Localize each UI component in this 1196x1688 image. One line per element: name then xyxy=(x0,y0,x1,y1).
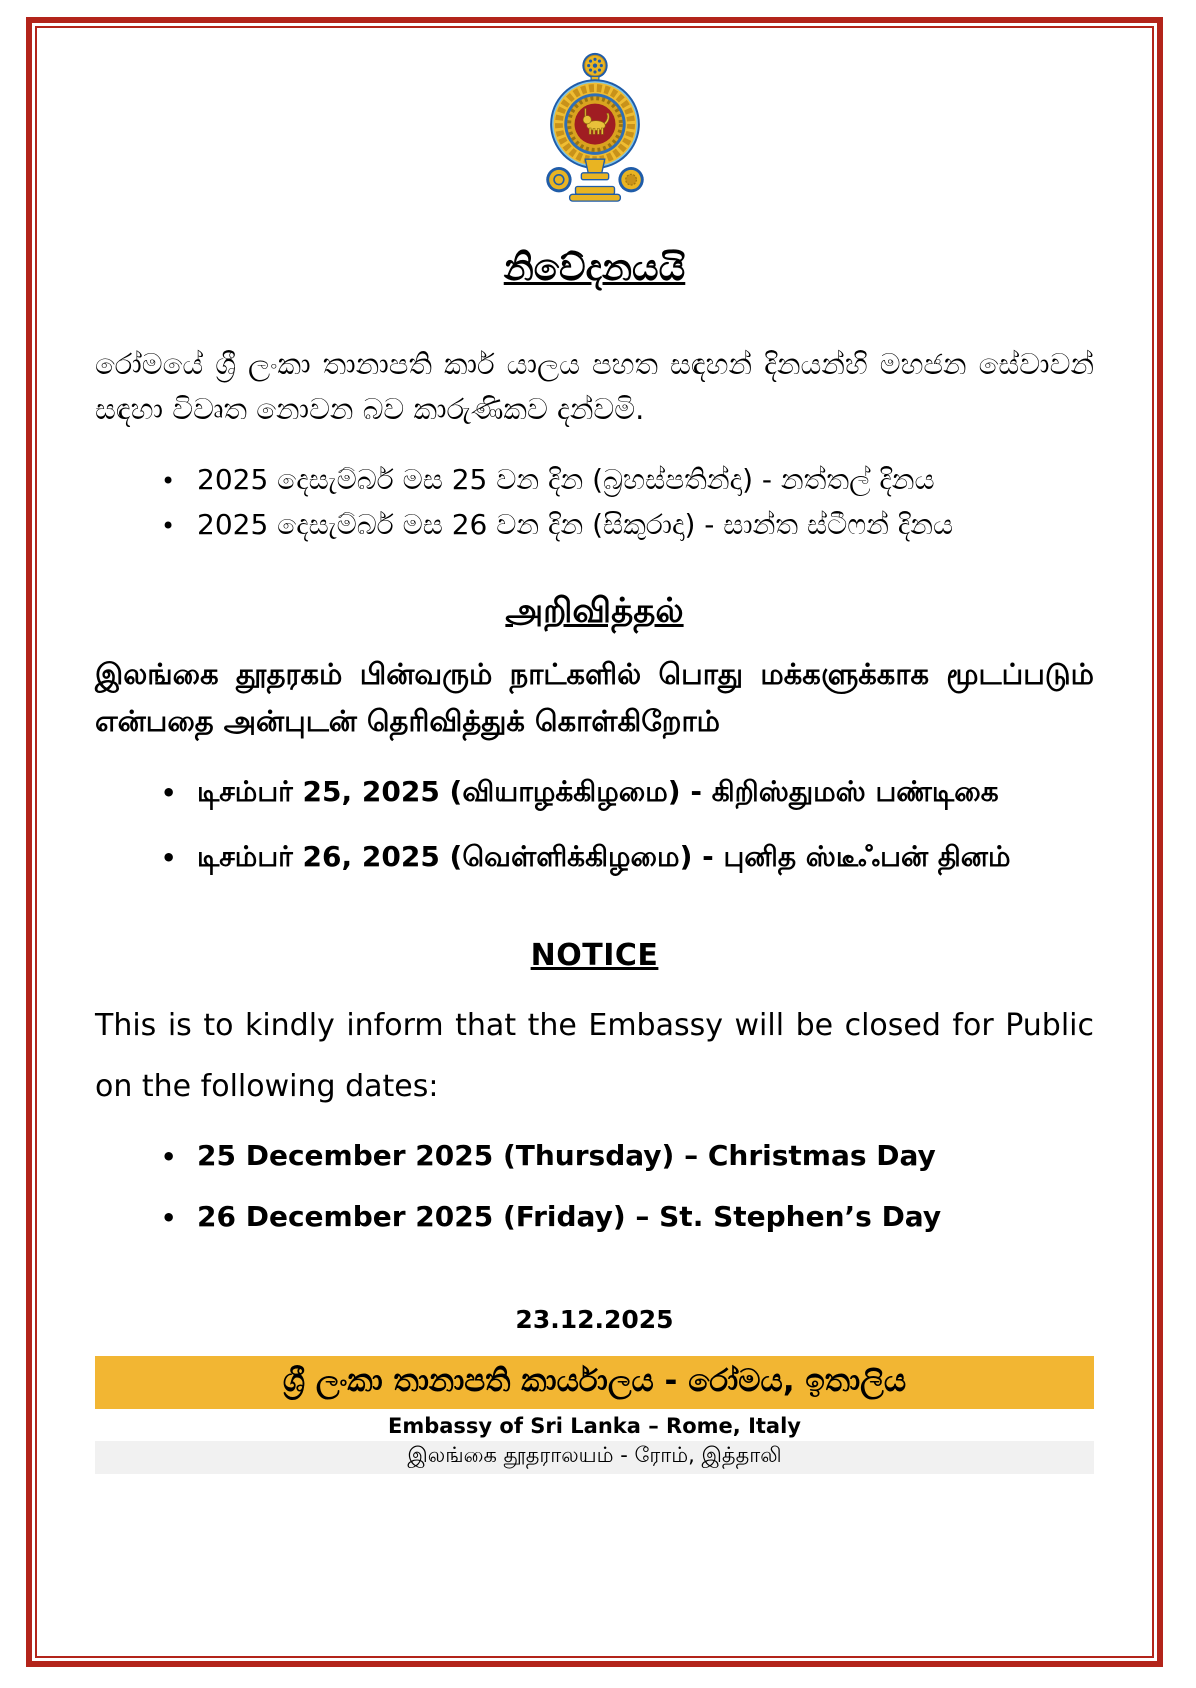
english-bullet-1-text: 25 December 2025 (Thursday) – Christmas Day xyxy=(197,1138,936,1172)
page-border-outer xyxy=(26,17,1163,1667)
english-paragraph: This is to kindly inform that the Embassy will be closed for Public on the following dates: xyxy=(95,1007,1094,1105)
tamil-bullet-list xyxy=(95,770,1094,880)
sinhala-title: නිවේදනයයි xyxy=(503,246,686,289)
sinhala-bullet-2-text: 2025 දෙසැම්බර් මස 26 වන දින (සිකුරාදා) - සාන්ත ස්ටීෆන් දිනය xyxy=(197,507,954,541)
sri-lanka-emblem-graphic xyxy=(536,50,654,206)
sinhala-bullet-2 xyxy=(161,503,1094,548)
document-date: 23.12.2025 xyxy=(515,1305,674,1335)
tamil-bullet-1-text: டிசம்பர் 25, 2025 (வியாழக்கிழமை) - கிறிஸ்துமஸ் பண்டிகை xyxy=(197,775,999,809)
notice-document xyxy=(37,28,1152,1656)
sinhala-paragraph: රෝමයේ ශ්‍රී ලංකා තානාපති කාර් යාලය පහත සඳහන් දිනයන්හි මහජන සේවාවන් සඳහා විවෘත නොවන බව කාරුණිකව දන්වමි. xyxy=(95,347,1094,426)
tamil-bullet-2-text: டிசம்பர் 26, 2025 (வெள்ளிக்கிழமை) - புனித ஸ்டீஃபன் தினம் xyxy=(197,840,1011,874)
sri-lanka-emblem-icon xyxy=(536,50,654,206)
page-border-inner xyxy=(35,26,1154,1658)
english-title: NOTICE xyxy=(530,937,659,973)
sinhala-bullet-1-text: 2025 දෙසැම්බර් මස 25 වන දින (බ්‍රහස්පතින්දා) - නත්තල් දිනය xyxy=(197,462,935,496)
tamil-bullet-2 xyxy=(161,835,1094,880)
tamil-paragraph: இலங்கை தூதரகம் பின்வரும் நாட்களில் பொது மக்களுக்காக மூடப்படும் என்பதை அன்புடன் தெரிவித்துக் கொள்கிறோம் xyxy=(95,657,1094,738)
bullet-dot-icon: • xyxy=(161,844,177,873)
bullet-dot-icon: • xyxy=(161,1142,177,1171)
bullet-dot-icon: • xyxy=(161,511,176,540)
english-bullet-list xyxy=(95,1134,1094,1240)
tamil-title: அறிவித்தல் xyxy=(505,591,684,632)
english-bullet-2-text: 26 December 2025 (Friday) – St. Stephen’s Day xyxy=(197,1199,942,1233)
footer xyxy=(95,1356,1094,1474)
english-bullet-2 xyxy=(161,1195,1094,1240)
sinhala-bullet-1 xyxy=(161,458,1094,503)
tamil-bullet-1 xyxy=(161,770,1094,815)
sinhala-bullet-list xyxy=(95,458,1094,548)
bullet-dot-icon: • xyxy=(161,1203,177,1232)
footer-tamil-line: இலங்கை தூதராலயம் - ரோம், இத்தாலி xyxy=(95,1441,1094,1474)
footer-english-line: Embassy of Sri Lanka – Rome, Italy xyxy=(388,1414,801,1439)
footer-sinhala-bar: ශ්‍රී ලංකා තානාපති කාර්යාලය - රෝමය, ඉතාලිය xyxy=(95,1356,1094,1409)
bullet-dot-icon: • xyxy=(161,779,177,808)
english-bullet-1 xyxy=(161,1134,1094,1179)
bullet-dot-icon: • xyxy=(161,466,176,495)
